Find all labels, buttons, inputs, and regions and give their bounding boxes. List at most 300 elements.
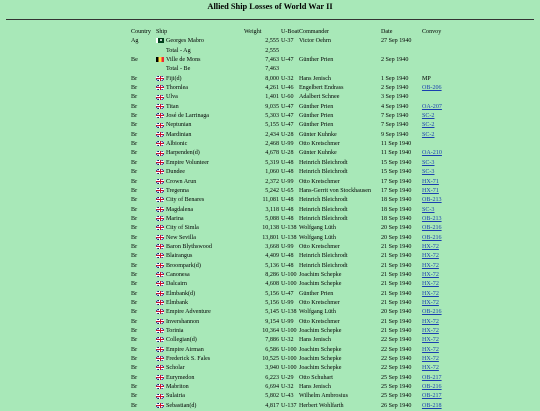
date-cell: 25 Sep 1940: [380, 393, 412, 400]
country-cell: Br: [131, 299, 138, 306]
convoy-cell: [422, 224, 452, 233]
commander-cell: Günther Prien: [298, 57, 334, 64]
date-cell: 21 Sep 1940: [380, 262, 412, 269]
convoy-link[interactable]: OB-216: [421, 234, 442, 241]
convoy-cell: [422, 196, 452, 205]
uboat-cell: U-47: [281, 57, 294, 64]
convoy-cell: [422, 392, 452, 401]
flag-uk-icon: [156, 253, 164, 258]
table-row: [131, 308, 452, 317]
total-row: [131, 65, 452, 74]
date-cell: 25 Sep 1940: [380, 374, 412, 381]
country-cell: Br: [131, 393, 138, 400]
convoy-cell: [422, 243, 452, 252]
table-row: [131, 346, 452, 355]
flag-uk-icon: [156, 197, 164, 202]
flag-uk-icon: [156, 160, 164, 165]
ship-name: Harpenden(d): [166, 150, 200, 157]
table-row: [131, 234, 452, 243]
flag-uk-icon: [156, 104, 164, 109]
date-cell: 22 Sep 1940: [380, 356, 412, 363]
uboat-cell: U-29: [281, 374, 294, 381]
convoy-link[interactable]: OA-210: [421, 150, 442, 157]
ship-name: Broompark(d): [166, 262, 201, 269]
country-cell: Br: [131, 318, 138, 325]
commander-cell: Wilhelm Ambrosius: [298, 393, 348, 400]
weight-cell: 5,156: [265, 299, 279, 306]
ship-name: José de Larrinaga: [166, 113, 209, 120]
flag-uk-icon: [156, 347, 164, 352]
country-cell: Br: [131, 197, 138, 204]
convoy-cell: [422, 121, 452, 130]
flag-uk-icon: [156, 95, 164, 100]
convoy-link[interactable]: HX-71: [421, 187, 439, 194]
flag-be-icon: [156, 57, 164, 62]
ship-name: Fiji(d): [166, 75, 182, 82]
uboat-cell: U-47: [281, 113, 294, 120]
ship-cell: [156, 290, 244, 299]
header-commander: Commander: [298, 29, 330, 35]
convoy-link[interactable]: OB-216: [421, 309, 442, 316]
country-cell: Br: [131, 384, 138, 391]
commander-cell: Victor Oehrn: [298, 38, 331, 45]
country-cell: [131, 47, 156, 56]
ship-name: Dalcairn: [166, 281, 187, 288]
commander-cell: Heinrich Bleichrodt: [298, 215, 348, 222]
convoy-cell: [422, 187, 452, 196]
date-cell: 21 Sep 1940: [380, 253, 412, 260]
convoy-cell: [422, 336, 452, 345]
table-row: [131, 206, 452, 215]
flag-pk-icon: [156, 38, 164, 43]
convoy-cell: [422, 140, 452, 149]
uboat-cell: U-100: [281, 346, 297, 353]
country-cell: Br: [131, 215, 138, 222]
flag-uk-icon: [156, 263, 164, 268]
table-row: [131, 131, 452, 140]
country-cell: Be: [131, 57, 138, 64]
flag-uk-icon: [156, 309, 164, 314]
ship-name: Titan: [166, 103, 179, 110]
convoy-link[interactable]: HX-72: [421, 346, 439, 353]
commander-cell: Joachim Schepke: [298, 271, 342, 278]
weight-cell: 5,145: [265, 309, 279, 316]
commander-cell: Otto Kretschmer: [298, 299, 340, 306]
commander-cell: Otto Kretschmer: [298, 243, 340, 250]
uboat-cell: U-60: [281, 94, 294, 101]
convoy-cell: [422, 149, 452, 158]
commander-cell: Günther Prien: [298, 290, 334, 297]
convoy-cell: [422, 56, 452, 65]
ship-name: Neptunian: [166, 122, 192, 129]
flag-uk-icon: [156, 375, 164, 380]
convoy-cell: [422, 234, 452, 243]
country-cell: Br: [131, 85, 138, 92]
date-cell: 7 Sep 1940: [380, 113, 409, 120]
weight-cell: 3,118: [265, 206, 279, 213]
convoy-link[interactable]: OB-216: [421, 384, 442, 391]
commander-cell: Wolfgang Lüth: [298, 234, 336, 241]
uboat-cell: U-99: [281, 318, 294, 325]
weight-cell: 8,000: [265, 75, 279, 82]
convoy-cell: [422, 346, 452, 355]
table-row: [131, 392, 452, 401]
weight-cell: 6,586: [265, 346, 279, 353]
uboat-cell: U-32: [281, 75, 294, 82]
ship-name: Empire Adventure: [166, 309, 211, 316]
commander-cell: Herbert Wohlfarth: [298, 402, 344, 409]
convoy-link[interactable]: OB-213: [421, 197, 442, 204]
date-cell: 11 Sep 1940: [380, 150, 412, 157]
commander-cell: Heinrich Bleichrodt: [298, 262, 348, 269]
uboat-cell: U-32: [281, 337, 294, 344]
country-cell: Br: [131, 262, 138, 269]
commander-cell: Hans Jenisch: [298, 75, 331, 82]
convoy-link[interactable]: HX-72: [421, 271, 439, 278]
ship-name: Elmbank: [166, 299, 189, 306]
country-cell: Br: [131, 243, 138, 250]
ship-cell: [156, 346, 244, 355]
ship-cell: [156, 187, 244, 196]
ship-name: Baron Blythswood: [166, 243, 212, 250]
commander-cell: Otto Kretschmer: [298, 141, 340, 148]
ship-cell: [156, 215, 244, 224]
country-cell: Br: [131, 271, 138, 278]
ship-cell: [156, 299, 244, 308]
table-row: [131, 318, 452, 327]
weight-cell: 5,303: [265, 113, 279, 120]
country-cell: Br: [131, 169, 138, 176]
uboat-cell: U-99: [281, 178, 294, 185]
country-cell: Br: [131, 103, 138, 110]
table-row: [131, 290, 452, 299]
convoy-link[interactable]: HX-72: [421, 290, 439, 297]
convoy-link[interactable]: SC-3: [421, 169, 435, 176]
weight-cell: 7,463: [265, 57, 279, 64]
convoy-link[interactable]: HX-72: [421, 243, 439, 250]
country-cell: Br: [131, 253, 138, 260]
uboat-cell: U-48: [281, 169, 294, 176]
ship-cell: [156, 234, 244, 243]
date-cell: 15 Sep 1940: [380, 159, 412, 166]
ship-name: Canonesa: [166, 271, 190, 278]
commander-cell: Günther Prien: [298, 113, 334, 120]
ship-name: Blairangus: [166, 253, 193, 260]
commander-cell: Hans Jenisch: [298, 337, 331, 344]
ship-cell: [156, 280, 244, 289]
flag-uk-icon: [156, 123, 164, 128]
country-cell: Br: [131, 346, 138, 353]
country-cell: Br: [131, 178, 138, 185]
ship-cell: [156, 159, 244, 168]
date-cell: 2 Sep 1940: [380, 85, 409, 92]
ship-cell: [156, 318, 244, 327]
ship-name: Mardinian: [166, 131, 192, 138]
ship-name: Collegian(d): [166, 337, 197, 344]
ship-name: Sulairia: [166, 393, 185, 400]
uboat-cell: U-99: [281, 141, 294, 148]
convoy-cell: [422, 280, 452, 289]
table-row: [131, 75, 452, 84]
table-row: [131, 149, 452, 158]
commander-cell: Wolfgang Lüth: [298, 225, 336, 232]
weight-cell: 4,261: [265, 85, 279, 92]
convoy-link[interactable]: OB-217: [421, 393, 442, 400]
country-cell: Br: [131, 150, 138, 157]
date-cell: 27 Sep 1940: [380, 38, 412, 45]
convoy-cell: [422, 112, 452, 121]
country-cell: Br: [131, 234, 138, 241]
ship-cell: [156, 243, 244, 252]
commander-cell: Adalbert Schnee: [298, 94, 340, 101]
convoy-link[interactable]: OA-207: [421, 103, 442, 110]
commander-cell: Otto Kretschmer: [298, 318, 340, 325]
date-cell: 17 Sep 1940: [380, 178, 412, 185]
table-row: [131, 103, 452, 112]
date-cell: 4 Sep 1940: [380, 103, 409, 110]
uboat-cell: U-32: [281, 384, 294, 391]
commander-cell: Heinrich Bleichrodt: [298, 169, 348, 176]
ship-cell: [156, 355, 244, 364]
date-cell: 26 Sep 1940: [380, 402, 412, 409]
convoy-link[interactable]: HX-71: [421, 178, 439, 185]
country-cell: Br: [131, 113, 138, 120]
convoy-cell: [422, 327, 452, 336]
weight-cell: 2,468: [265, 141, 279, 148]
convoy-link[interactable]: HX-72: [421, 337, 439, 344]
uboat-cell: U-99: [281, 243, 294, 250]
convoy-cell: [422, 93, 452, 102]
header-ship: Ship: [156, 29, 168, 35]
weight-cell: 5,242: [265, 187, 279, 194]
commander-cell: Otto Kretschmer: [298, 178, 340, 185]
table-row: [131, 187, 452, 196]
flag-uk-icon: [156, 403, 164, 408]
convoy-link[interactable]: HX-72: [421, 262, 439, 269]
commander-cell: Heinrich Bleichrodt: [298, 206, 348, 213]
convoy-link[interactable]: HX-72: [421, 281, 439, 288]
ship-name: Ville de Mons: [166, 57, 201, 64]
divider: [6, 19, 534, 20]
weight-cell: 4,409: [265, 253, 279, 260]
ship-cell: [156, 383, 244, 392]
weight-cell: 3,940: [265, 365, 279, 372]
country-cell: Br: [131, 374, 138, 381]
flag-uk-icon: [156, 151, 164, 156]
uboat-cell: U-138: [281, 225, 297, 232]
ship-cell: [156, 140, 244, 149]
ship-name: Crown Arun: [166, 178, 197, 185]
uboat-cell: U-99: [281, 299, 294, 306]
header-country: Country: [131, 29, 151, 35]
ship-cell: [156, 402, 244, 411]
weight-cell: 10,364: [262, 328, 279, 334]
date-cell: [381, 65, 422, 74]
ship-name: Torinia: [166, 328, 184, 334]
convoy-text: MP: [421, 75, 431, 82]
table-row: [131, 374, 452, 383]
flag-uk-icon: [156, 384, 164, 389]
convoy-link[interactable]: OB-216: [421, 225, 442, 232]
table-row: [131, 252, 452, 261]
table-row: [131, 215, 452, 224]
ship-name: Elmbank(d): [166, 290, 196, 297]
country-cell: Br: [131, 290, 138, 297]
date-cell: 21 Sep 1940: [380, 281, 412, 288]
uboat-cell: U-138: [281, 234, 297, 241]
ship-cell: [156, 178, 244, 187]
date-cell: 7 Sep 1940: [380, 122, 409, 129]
uboat-cell: U-138: [281, 309, 297, 316]
ship-name: Empire Volunteer: [166, 159, 209, 166]
date-cell: 20 Sep 1940: [380, 234, 412, 241]
commander-cell: Joachim Schepke: [298, 365, 342, 372]
weight-cell: 9,035: [265, 103, 279, 110]
date-cell: 11 Sep 1940: [380, 141, 412, 148]
convoy-link[interactable]: HX-72: [421, 318, 439, 325]
commander-cell: Engelbert Endrass: [298, 85, 344, 92]
convoy-link[interactable]: HX-72: [421, 253, 439, 260]
ship-name: Thornlea: [166, 85, 188, 92]
flag-uk-icon: [156, 141, 164, 146]
ship-name: Mabriton: [166, 384, 189, 391]
flag-uk-icon: [156, 76, 164, 81]
convoy-link[interactable]: SC-2: [421, 122, 435, 129]
date-cell: 21 Sep 1940: [380, 318, 412, 325]
convoy-link[interactable]: SC-2: [421, 113, 435, 120]
uboat-cell: U-137: [281, 402, 297, 409]
ship-name: Frederick S. Fales: [166, 356, 211, 363]
flag-uk-icon: [156, 356, 164, 361]
convoy-link[interactable]: SC-3: [421, 206, 435, 213]
table-row: [131, 140, 452, 149]
table-row: [131, 299, 452, 308]
flag-uk-icon: [156, 328, 164, 333]
ship-cell: [156, 374, 244, 383]
convoy-link[interactable]: OB-213: [421, 215, 442, 222]
convoy-cell: [422, 262, 452, 271]
weight-cell: 9,154: [265, 318, 279, 325]
header-weight: Weight: [244, 29, 262, 35]
total-weight: 2,555: [265, 47, 279, 54]
commander-cell: Heinrich Bleichrodt: [298, 197, 348, 204]
weight-cell: 2,555: [265, 38, 279, 45]
table-row: [131, 280, 452, 289]
ship-name: Marina: [166, 215, 184, 222]
table-row: [131, 168, 452, 177]
convoy-link[interactable]: OB-217: [421, 374, 442, 381]
convoy-cell: [422, 290, 452, 299]
flag-uk-icon: [156, 85, 164, 90]
table-header-row: [131, 28, 452, 37]
date-cell: 3 Sep 1940: [380, 94, 409, 101]
commander-cell: Wolfgang Lüth: [298, 309, 336, 316]
table-row: [131, 93, 452, 102]
weight-cell: 13,801: [262, 234, 279, 241]
header-convoy: Convoy: [421, 29, 442, 35]
flag-uk-icon: [156, 216, 164, 221]
weight-cell: 5,156: [265, 290, 279, 297]
table-row: [131, 355, 452, 364]
convoy-link[interactable]: HX-72: [421, 299, 439, 306]
convoy-cell: [422, 383, 452, 392]
table-row: [131, 364, 452, 373]
ship-cell: [156, 131, 244, 140]
ship-cell: [156, 75, 244, 84]
table-row: [131, 327, 452, 336]
commander-cell: Günther Prien: [298, 122, 334, 129]
commander-cell: Hans Jenisch: [298, 384, 331, 391]
uboat-cell: U-100: [281, 356, 297, 363]
table-row: [131, 121, 452, 130]
country-cell: Br: [131, 402, 138, 409]
weight-cell: 1,401: [265, 94, 279, 101]
date-cell: 21 Sep 1940: [380, 328, 412, 334]
uboat-cell: U-100: [281, 281, 297, 288]
convoy-cell: [422, 47, 452, 56]
ship-name: New Sevilla: [166, 234, 196, 241]
commander-cell: [299, 65, 381, 74]
uboat-cell: U-43: [281, 393, 294, 400]
convoy-link[interactable]: HX-72: [421, 328, 439, 334]
table-row: [131, 262, 452, 271]
total-label-text: Total - Be: [166, 66, 191, 73]
flag-uk-icon: [156, 300, 164, 305]
convoy-link[interactable]: SC-2: [421, 131, 435, 138]
convoy-cell: [422, 308, 452, 317]
date-cell: 18 Sep 1940: [380, 206, 412, 213]
convoy-link[interactable]: HX-72: [421, 365, 439, 372]
table-row: [131, 56, 452, 65]
weight-cell: 4,817: [265, 402, 279, 409]
ship-cell: [156, 206, 244, 215]
convoy-cell: [422, 103, 452, 112]
flag-uk-icon: [156, 365, 164, 370]
weight-cell: 1,060: [265, 169, 279, 176]
ship-cell: [156, 56, 244, 65]
convoy-cell: [422, 402, 452, 411]
convoy-link[interactable]: HX-72: [421, 356, 439, 363]
ship-name: Magdalena: [166, 206, 194, 213]
table-row: [131, 37, 452, 46]
convoy-cell: [422, 75, 452, 84]
convoy-cell: [422, 84, 452, 93]
flag-uk-icon: [156, 207, 164, 212]
flag-uk-icon: [156, 319, 164, 324]
commander-cell: Heinrich Bleichrodt: [298, 159, 348, 166]
convoy-cell: [422, 131, 452, 140]
table-row: [131, 84, 452, 93]
convoy-link[interactable]: OB-218: [421, 402, 442, 409]
weight-cell: 3,668: [265, 243, 279, 250]
country-cell: Br: [131, 365, 138, 372]
convoy-link[interactable]: SC-3: [421, 159, 435, 166]
total-label: [156, 47, 244, 56]
convoy-link[interactable]: OB-206: [421, 85, 442, 92]
ship-cell: [156, 103, 244, 112]
country-cell: Br: [131, 75, 138, 82]
ship-cell: [156, 93, 244, 102]
flag-uk-icon: [156, 235, 164, 240]
date-cell: [381, 47, 422, 56]
ship-cell: [156, 271, 244, 280]
uboat-cell: U-47: [281, 103, 294, 110]
flag-uk-icon: [156, 244, 164, 249]
convoy-cell: [422, 364, 452, 373]
table-row: [131, 178, 452, 187]
convoy-cell: [422, 37, 452, 46]
uboat-cell: [281, 47, 299, 56]
